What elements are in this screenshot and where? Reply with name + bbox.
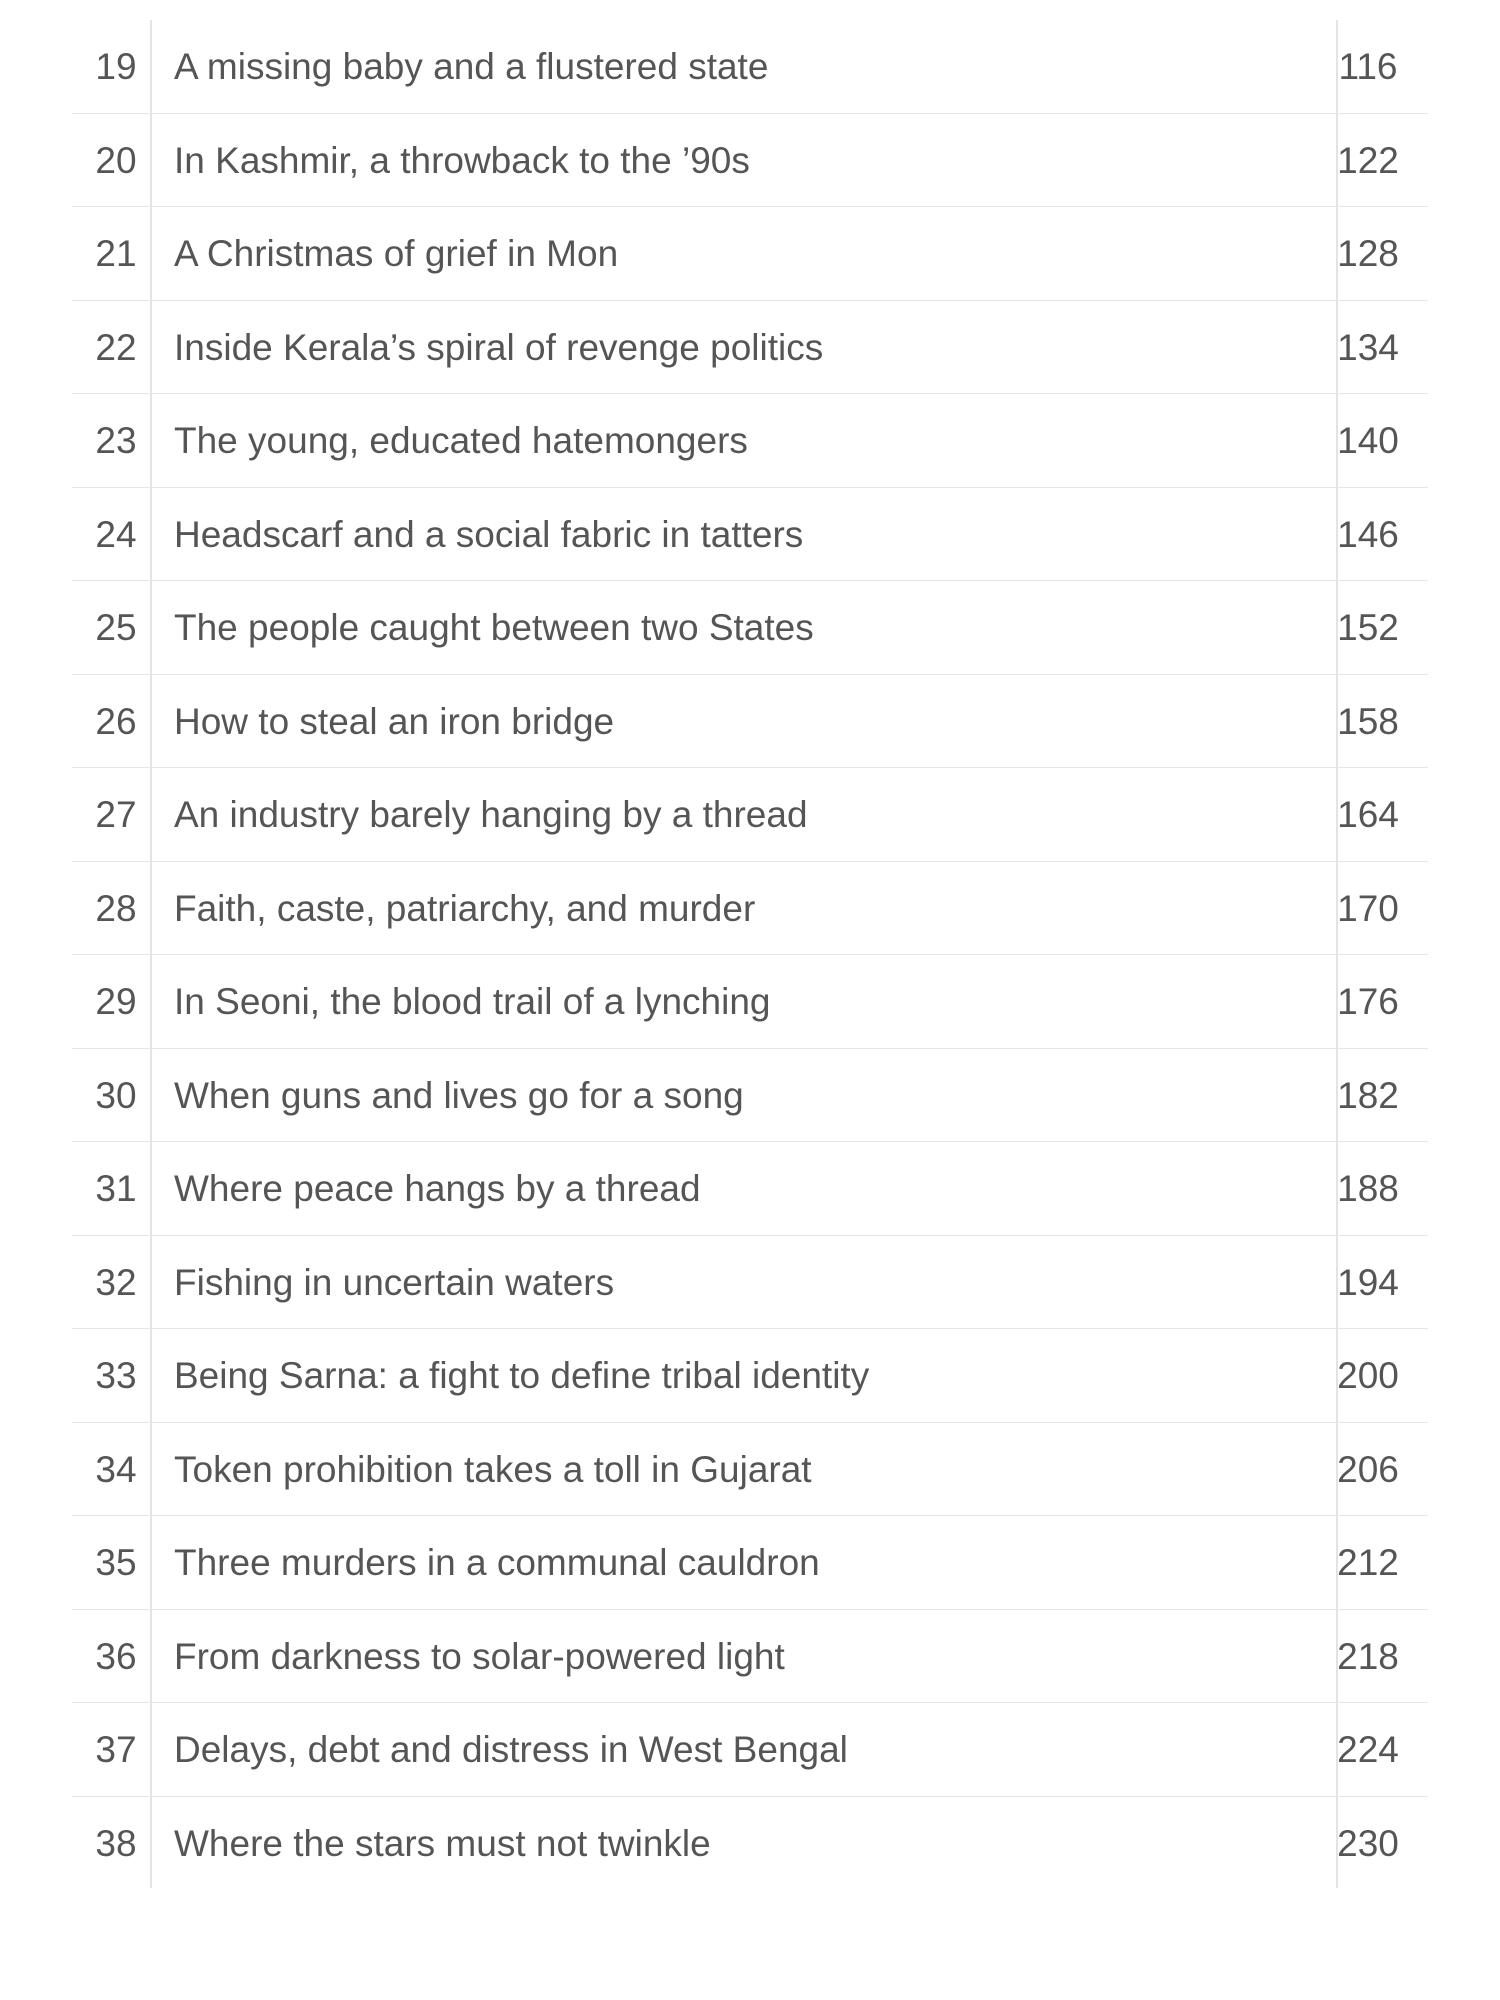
toc-row — [72, 20, 1428, 114]
chapter-page-number: 224 — [1337, 1729, 1399, 1770]
toc-row — [72, 581, 1428, 675]
chapter-page-number: 128 — [1337, 233, 1399, 274]
chapter-number: 20 — [95, 139, 137, 181]
chapter-page-number: 170 — [1337, 887, 1399, 929]
toc-row — [72, 114, 1428, 208]
toc-row — [72, 1610, 1428, 1704]
toc-row — [72, 1142, 1428, 1236]
toc-row — [72, 207, 1428, 301]
chapter-number: 30 — [95, 1074, 137, 1116]
chapter-title: An industry barely hanging by a thread — [174, 794, 808, 835]
chapter-number: 35 — [95, 1542, 137, 1583]
chapter-title: Headscarf and a social fabric in tatters — [174, 513, 804, 555]
chapter-page-number: 122 — [1337, 139, 1399, 181]
chapter-title: From darkness to solar-powered light — [174, 1635, 785, 1677]
chapter-title: In Seoni, the blood trail of a lynching — [174, 981, 771, 1022]
chapter-number: 21 — [95, 233, 137, 274]
chapter-title: Inside Kerala’s spiral of revenge politics — [174, 326, 824, 368]
toc-row — [72, 301, 1428, 395]
chapter-title: Token prohibition takes a toll in Gujarat — [174, 1448, 812, 1490]
chapter-number: 28 — [95, 887, 137, 929]
chapter-number: 34 — [95, 1448, 137, 1490]
chapter-number: 29 — [95, 981, 137, 1022]
chapter-title: Delays, debt and distress in West Bengal — [174, 1729, 848, 1770]
toc-row — [72, 488, 1428, 582]
toc-row — [72, 1049, 1428, 1143]
toc-row — [72, 955, 1428, 1049]
chapter-number: 38 — [95, 1822, 137, 1864]
chapter-number: 27 — [95, 794, 137, 835]
chapter-number: 19 — [95, 46, 137, 87]
chapter-page-number: 230 — [1337, 1822, 1399, 1864]
toc-row — [72, 768, 1428, 862]
chapter-number: 25 — [95, 607, 137, 648]
chapter-title: Fishing in uncertain waters — [174, 1261, 615, 1303]
chapter-page-number: 116 — [1338, 46, 1398, 87]
chapter-page-number: 206 — [1337, 1448, 1399, 1490]
chapter-title: How to steal an iron bridge — [174, 700, 615, 742]
chapter-number: 24 — [95, 513, 137, 555]
chapter-title: A Christmas of grief in Mon — [174, 233, 619, 274]
toc-row — [72, 394, 1428, 488]
chapter-number: 37 — [95, 1729, 137, 1770]
chapter-page-number: 200 — [1337, 1355, 1399, 1396]
chapter-number: 23 — [95, 420, 137, 461]
toc-row — [72, 1236, 1428, 1330]
toc-row — [72, 1703, 1428, 1797]
chapter-title: Being Sarna: a fight to define tribal identity — [174, 1355, 870, 1396]
chapter-title: The people caught between two States — [174, 607, 814, 648]
chapter-title: In Kashmir, a throwback to the ’90s — [174, 139, 750, 181]
chapter-title: Where the stars must not twinkle — [174, 1822, 711, 1864]
chapter-page-number: 158 — [1337, 700, 1399, 742]
chapter-page-number: 188 — [1337, 1168, 1399, 1209]
toc-row — [72, 675, 1428, 769]
chapter-number: 36 — [95, 1635, 137, 1677]
chapter-page-number: 176 — [1337, 981, 1399, 1022]
chapter-page-number: 134 — [1337, 326, 1399, 368]
chapter-title: Three murders in a communal cauldron — [174, 1542, 820, 1583]
toc-row — [72, 1329, 1428, 1423]
chapter-number: 22 — [95, 326, 137, 368]
toc-row — [72, 1797, 1428, 1891]
chapter-title: A missing baby and a flustered state — [174, 46, 769, 87]
chapter-page-number: 164 — [1337, 794, 1399, 835]
chapter-number: 33 — [95, 1355, 137, 1396]
chapter-title: Faith, caste, patriarchy, and murder — [174, 887, 756, 929]
chapter-page-number: 152 — [1337, 607, 1399, 648]
chapter-page-number: 146 — [1337, 513, 1399, 555]
table-of-contents — [72, 20, 1428, 1890]
chapter-page-number: 182 — [1337, 1074, 1399, 1116]
chapter-title: The young, educated hatemongers — [174, 420, 748, 461]
toc-row — [72, 862, 1428, 956]
chapter-page-number: 218 — [1337, 1635, 1399, 1677]
chapter-page-number: 194 — [1337, 1261, 1399, 1303]
chapter-number: 26 — [95, 700, 137, 742]
toc-row — [72, 1516, 1428, 1610]
chapter-title: When guns and lives go for a song — [174, 1074, 744, 1116]
chapter-number: 31 — [95, 1168, 137, 1209]
chapter-page-number: 212 — [1337, 1542, 1399, 1583]
chapter-title: Where peace hangs by a thread — [174, 1168, 701, 1209]
chapter-page-number: 140 — [1337, 420, 1399, 461]
toc-row — [72, 1423, 1428, 1517]
chapter-number: 32 — [95, 1261, 137, 1303]
